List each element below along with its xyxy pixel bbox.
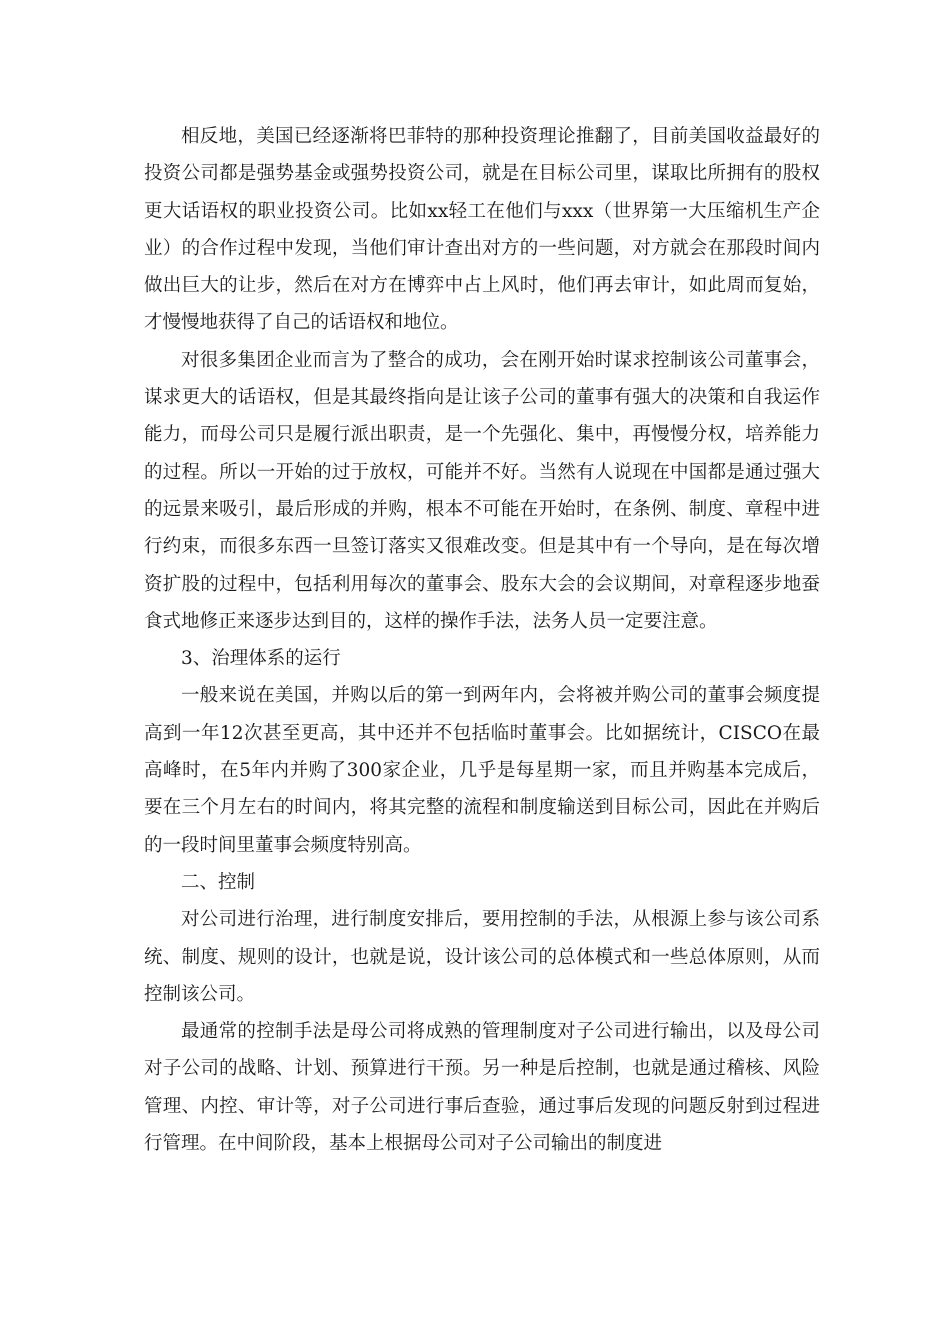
paragraph-investor-influence: 相反地，美国已经逐渐将巴菲特的那种投资理论推翻了，目前美国收益最好的投资公司都是强势基金或强势投资公司，就是在目标公司里，谋取比所拥有的股权更大话语权的职业投资公司。比如xx轻工在他们与xxx（世界第一大压缩机生产企业）的合作过程中发现，当他们审计查出对方的一些问题，对方就会在那段时间内做出巨大的让步，然后在对方在博弈中占上风时，他们再去审计，如此周而复始，才慢慢地获得了自己的话语权和地位。 [144,126,820,334]
document-body [144,118,820,1162]
paragraph-board-frequency: 一般来说在美国，并购以后的第一到两年内，会将被并购公司的董事会频度提高到一年12次甚至更高，其中还并不包括临时董事会。比如据统计，CISCO在最高峰时，在5年内并购了300家企业，几乎是每星期一家，而且并购基本完成后，要在三个月左右的时间内，将其完整的流程和制度输送到目标公司，因此在并购后的一段时间里董事会频度特别高。 [144,685,820,856]
section-heading-control: 二、控制 [181,871,256,893]
section-heading-governance-operation: 3、治理体系的运行 [181,648,341,670]
paragraph-control-design: 对公司进行治理，进行制度安排后，要用控制的手法，从根源上参与该公司系统、制度、规则的设计，也就是说，设计该公司的总体模式和一些总体原则，从而控制该公司。 [144,909,820,1005]
paragraph-board-control: 对很多集团企业而言为了整合的成功，会在刚开始时谋求控制该公司董事会，谋求更大的话语权，但是其最终指向是让该子公司的董事有强大的决策和自我运作能力，而母公司只是履行派出职责，是一个先强化、集中，再慢慢分权，培养能力的过程。所以一开始的过于放权，可能并不好。当然有人说现在中国都是通过强大的远景来吸引，最后形成的并购，根本不可能在开始时，在条例、制度、章程中进行约束，而很多东西一旦签订落实又很难改变。但是其中有一个导向，是在每次增资扩股的过程中，包括利用每次的董事会、股东大会的会议期间，对章程逐步地蚕食式地修正来逐步达到目的，这样的操作手法，法务人员一定要注意。 [144,349,820,632]
paragraph-control-methods: 最通常的控制手法是母公司将成熟的管理制度对子公司进行输出，以及母公司对子公司的战略、计划、预算进行干预。另一种是后控制，也就是通过稽核、风险管理、内控、审计等，对子公司进行事后查验，通过事后发现的问题反射到过程进行管理。在中间阶段，基本上根据母公司对子公司输出的制度进 [144,1021,820,1155]
